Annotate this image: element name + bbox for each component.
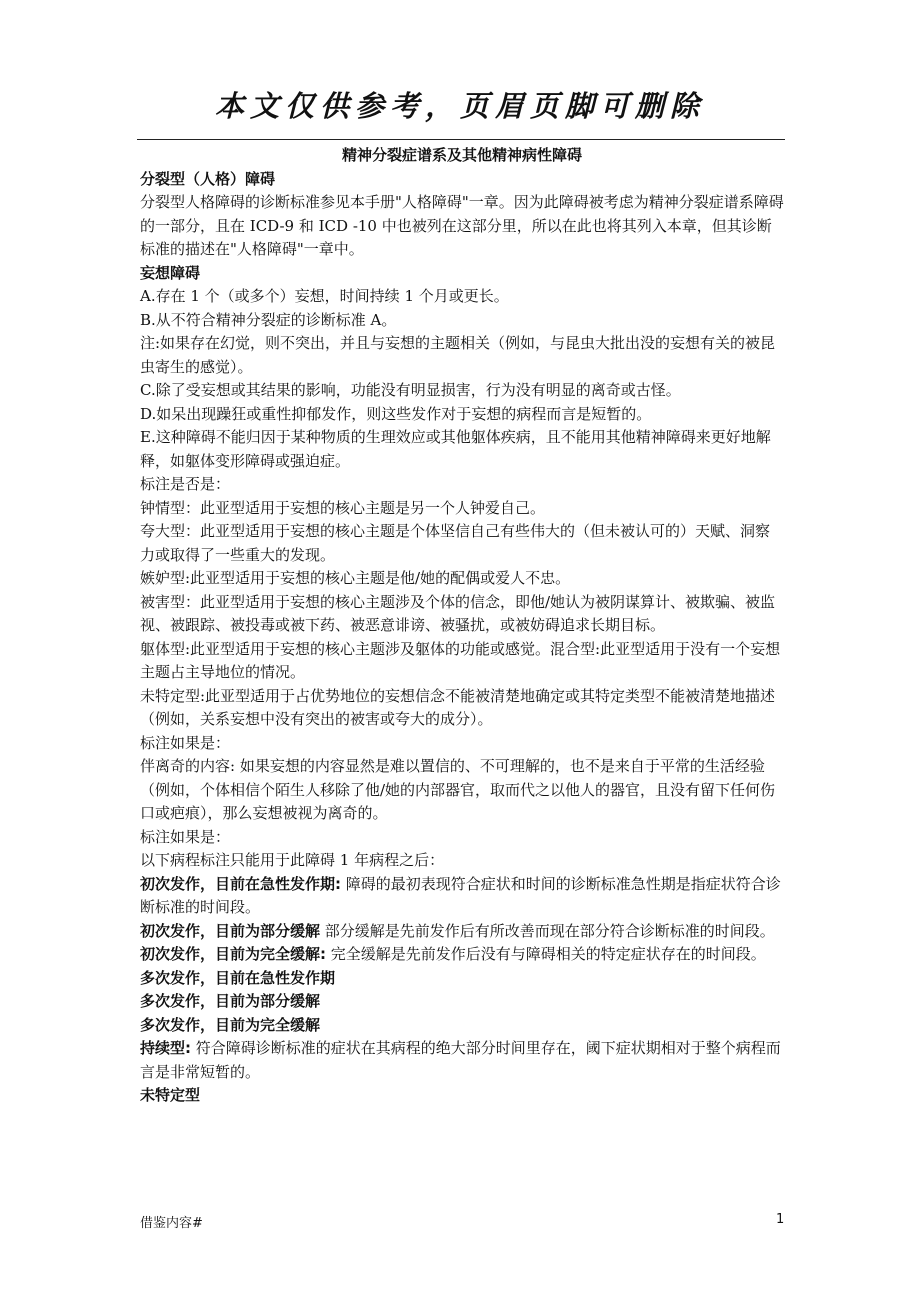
criterion-b: B.从不符合精神分裂症的诊断标准 A。 [140, 310, 397, 329]
course-text: 符合障碍诊断标准的症状在其病程的绝大部分时间里存在，阈下症状期相对于整个病程而言是非常短暂的。 [140, 1039, 781, 1081]
course-label: 多次发作，目前在急性发作期 [140, 968, 336, 987]
bizarre-content: 伴离奇的内容: 如果妄想的内容显然是难以置信的、不可理解的，也不是来自于平常的生活经验（例如，个体相信个陌生人移除了他/她的内部器官，取而代之以他人的器官，且没有留下任何伤口或疤痕），那么妄想被视为离奇的。 [140, 757, 776, 822]
section-heading: 妄想障碍 [140, 263, 201, 282]
criterion-a: A.存在 1 个（或多个）妄想，时间持续 1 个月或更长。 [140, 287, 509, 305]
course-label: 多次发作，目前为部分缓解 [140, 992, 321, 1010]
course-label: 初次发作，目前为部分缓解 [140, 921, 321, 940]
course-text: 部分缓解是先前发作后有所改善而现在部分符合诊断标准的时间段。 [320, 921, 775, 940]
paragraph: 分裂型人格障碍的诊断标准参见本手册"人格障碍"一章。因为此障碍被考虑为精神分裂症谱系障碍的一部分，且在 ICD-9 和 ICD -10 中也被列在这部分里，所以在此也将其列入本章，但其诊断标准的描述在"人格障碍"一章中。 [140, 193, 784, 258]
page-number: 1 [776, 1212, 785, 1227]
criterion-e: E.这种障碍不能归因于某种物质的生理效应或其他躯体疾病，且不能用其他精神障碍来更好地解释，如躯体变形障碍或强迫症。 [140, 428, 771, 470]
footer-text: 借鉴内容# [140, 1216, 203, 1231]
course-specifier [140, 1037, 784, 1084]
course-specifier [140, 1014, 784, 1038]
subtype-jealous: 嫉妒型:此亚型适用于妄想的核心主题是他/她的配偶或爱人不忠。 [140, 569, 571, 587]
specify-if-label: 标注如果是： [140, 827, 231, 846]
course-text: 完全缓解是先前发作后没有与障碍相关的特定症状存在的时间段。 [326, 945, 766, 963]
course-label: 未特定型 [140, 1086, 201, 1104]
criterion-d: D.如呆出现躁狂或重性抑郁发作，则这些发作对于妄想的病程而言是短暂的。 [140, 404, 652, 423]
course-specifier [140, 990, 784, 1014]
course-specifier [140, 920, 784, 944]
subtype-grandiose: 夸大型：此亚型适用于妄想的核心主题是个体坚信自己有些伟大的（但未被认可的）天赋、洞察力或取得了一些重大的发现。 [140, 522, 771, 564]
subtype-unspecified: 未特定型:此亚型适用于占优势地位的妄想信念不能被清楚地确定或其特定类型不能被清楚地描述（例如，关系妄想中没有突出的被害或夸大的成分）。 [140, 686, 776, 728]
subtype-erotomanic: 钟情型：此亚型适用于妄想的核心主题是另一个人钟爱自己。 [140, 498, 546, 517]
course-label: 初次发作，目前为完全缓解: [140, 945, 326, 963]
header-rule [137, 139, 785, 140]
subtype-persecutory: 被害型：此亚型适用于妄想的核心主题涉及个体的信念，即他/她认为被阴谋算计、被欺骗、被监视、被跟踪、被投毒或被下药、被恶意诽谤、被骚扰，或被妨碍追求长期目标。 [140, 592, 776, 634]
course-label: 持续型: [140, 1039, 191, 1057]
section-heading: 分裂型（人格）障碍 [140, 169, 276, 188]
course-specifier [140, 873, 784, 920]
course-text: 障碍的最初表现符合症状和时间的诊断标准急性期是指症状符合诊断标准的时间段。 [140, 874, 781, 916]
document-title: 精神分裂症谱系及其他精神病性障碍 [341, 146, 582, 164]
course-specifier [140, 967, 784, 991]
criterion-c: C.除了受妄想或其结果的影响，功能没有明显损害，行为没有明显的离奇或古怪。 [140, 381, 681, 399]
course-label: 初次发作，目前在急性发作期: [140, 874, 341, 893]
specify-label: 标注是否是： [140, 475, 231, 493]
course-label: 多次发作，目前为完全缓解 [140, 1015, 321, 1034]
subtype-somatic-mixed: 躯体型:此亚型适用于妄想的核心主题涉及躯体的功能或感觉。混合型:此亚型适用于没有一个妄想主题占主导地位的情况。 [140, 639, 781, 681]
note: 注:如果存在幻觉，则不突出，并且与妄想的主题相关（例如，与昆虫大批出没的妄想有关的被昆虫寄生的感觉）。 [140, 334, 776, 376]
document-body [140, 144, 784, 1108]
course-specifier [140, 943, 784, 967]
specify-if-label: 标注如果是： [140, 733, 231, 752]
course-intro: 以下病程标注只能用于此障碍 1 年病程之后： [140, 851, 445, 869]
course-specifier [140, 1084, 784, 1108]
header-banner: 本文仅供参考，页眉页脚可删除 [214, 89, 705, 123]
